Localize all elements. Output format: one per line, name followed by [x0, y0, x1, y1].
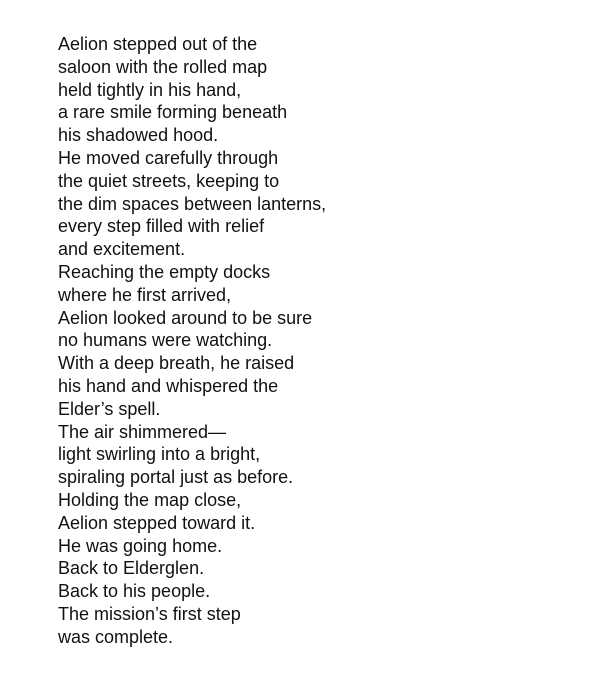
text-line: He was going home. [58, 535, 223, 556]
text-line: Aelion looked around to be sure [58, 307, 313, 328]
text-line: He moved carefully through [58, 147, 279, 168]
text-line: light swirling into a bright, [58, 444, 261, 465]
text-line: and excitement. [58, 239, 186, 260]
text-line: was complete. [58, 626, 174, 647]
text-line: his hand and whispered the [58, 375, 279, 396]
text-line: Reaching the empty docks [58, 261, 271, 282]
text-line: a rare smile forming beneath [58, 102, 288, 123]
text-line: Elder’s spell. [58, 398, 161, 419]
text-line: every step filled with relief [58, 216, 265, 237]
text-line: Aelion stepped out of the [58, 34, 258, 54]
text-line: where he first arrived, [58, 284, 232, 305]
text-line: his shadowed hood. [58, 125, 219, 146]
text-line: Back to his people. [58, 581, 211, 602]
story-text [58, 33, 578, 649]
text-line: The air shimmered— [58, 421, 227, 442]
text-line: the dim spaces between lanterns, [58, 193, 327, 214]
text-line: With a deep breath, he raised [58, 353, 295, 374]
text-line: Holding the map close, [58, 489, 242, 510]
text-line: The mission’s first step [58, 603, 241, 624]
text-line: held tightly in his hand, [58, 79, 242, 100]
text-line: spiraling portal just as before. [58, 467, 294, 488]
text-line: Aelion stepped toward it. [58, 512, 256, 533]
text-line: Back to Elderglen. [58, 558, 205, 579]
text-line: the quiet streets, keeping to [58, 170, 280, 191]
text-line: no humans were watching. [58, 330, 273, 351]
text-line: saloon with the rolled map [58, 56, 268, 77]
